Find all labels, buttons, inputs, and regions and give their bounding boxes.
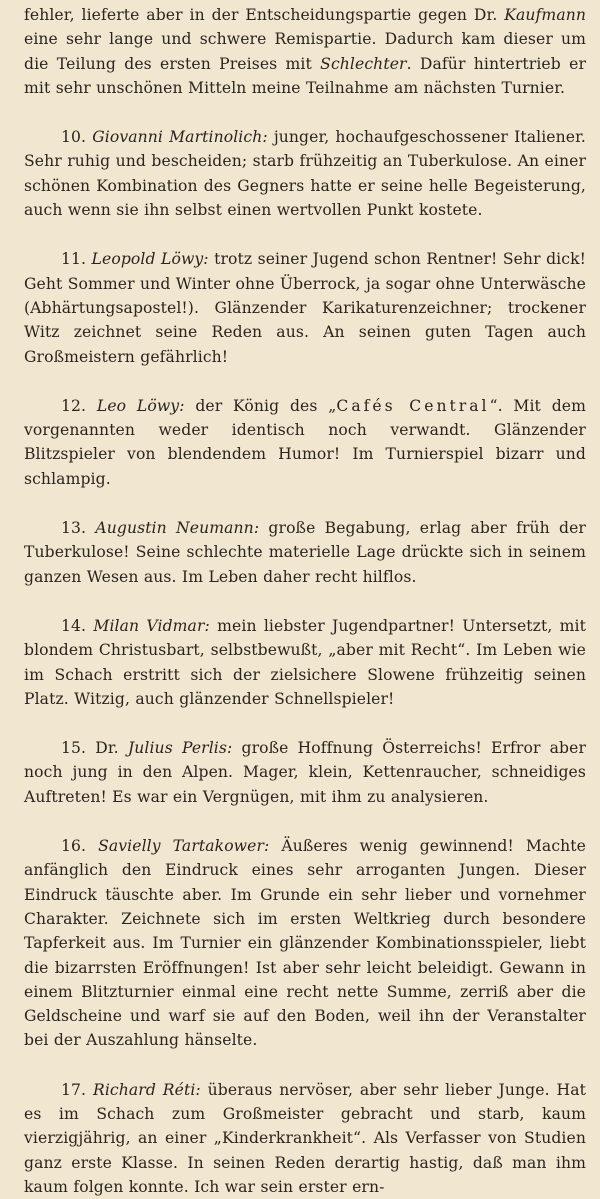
entry-10-martinolich: 10. Giovanni Martinolich: junger, hochaufgeschossener Italiener. Sehr ruhig und bescheiden; starb frühzeitig an Tuberkulose. An einer schönen Kombination des Gegners hatte er seine helle Begeisterung, auch wenn sie ihn selbst einen wertvollen Punkt kostete. xyxy=(24,128,586,220)
entry-16-tartakower: 16. Savielly Tartakower: Äußeres wenig gewinnend! Machte anfänglich den Eindruck eines sehr arroganten Jungen. Dieser Eindruck täuschte aber. Im Grunde ein sehr lieber und vornehmer Charakter. Zeichnete sich im ersten Weltkrieg durch besondere Tapferkeit aus. Im Turnier ein glänzender Kombinationsspieler, liebt die bizarrsten Eröffnungen! Ist aber sehr leicht beleidigt. Gewann in einem Blitzturnier einmal eine recht nette Summe, zerriß aber die Geldscheine und warf sie auf den Boden, weil ihn der Veranstalter bei der Auszahlung hänselte. xyxy=(24,837,586,1050)
cafe-central-spaced: Cafés Central xyxy=(336,396,490,415)
entry-name: Leo Löwy: xyxy=(96,396,185,415)
entry-name: Julius Perlis: xyxy=(127,739,233,758)
name-schlechter: Schlechter xyxy=(320,54,407,73)
entry-name: Giovanni Martinolich: xyxy=(92,128,268,147)
entry-12-leo-loewy: 12. Leo Löwy: der König des „Cafés Central“. Mit dem vorgenannten weder identisch noch verwandt. Glänzender Blitzspieler von blendendem Humor! Im Turnierspiel bizarr und schlampig. xyxy=(24,396,586,488)
entry-name: Savielly Tartakower: xyxy=(98,837,270,856)
entry-14-vidmar: 14. Milan Vidmar: mein liebster Jugendpartner! Untersetzt, mit blondem Christusbart, selbstbewußt, „aber mit Recht“. Im Leben wie im Schach erstritt sich der zielsichere Slowene frühzeitig seinen Platz. Witzig, auch glänzender Schnellspieler! xyxy=(24,616,586,708)
entry-name: Richard Réti: xyxy=(92,1080,201,1099)
entry-name: Augustin Neumann: xyxy=(95,519,260,538)
entry-name: Milan Vidmar: xyxy=(93,616,210,635)
entry-17-reti: 17. Richard Réti: überaus nervöser, aber sehr lieber Junge. Hat es im Schach zum Großmeister gebracht und starb, kaum vierzigjährig, an einer „Kinderkrankheit“. Als Verfasser von Studien ganz erste Klasse. In seinen Reden derartig hastig, daß man ihm kaum folgen konnte. Ich war sein erster ern- xyxy=(24,1080,586,1196)
entry-name: Leopold Löwy: xyxy=(91,250,209,269)
entry-13-neumann: 13. Augustin Neumann: große Begabung, erlag aber früh der Tuberkulose! Seine schlechte materielle Lage drückte sich in seinem ganzen Wesen aus. Im Leben daher recht hilflos. xyxy=(24,519,586,586)
entry-15-perlis: 15. Dr. Julius Perlis: große Hoffnung Österreichs! Erfror aber noch jung in den Alpen. Mager, klein, Kettenraucher, schneidiges Auftreten! Es war ein Vergnügen, mit ihm zu analysieren. xyxy=(24,739,586,806)
paragraph-continuation: fehler, lieferte aber in der Entscheidungspartie gegen Dr. Kaufmann eine sehr lange und schwere Remispartie. Dadurch kam dieser um die Teilung des ersten Preises mit Schlechter. Dafür hintertrieb er mit sehr unschönen Mitteln meine Teilnahme am nächsten Turnier. xyxy=(24,6,586,97)
entry-11-leopold-loewy: 11. Leopold Löwy: trotz seiner Jugend schon Rentner! Sehr dick! Geht Sommer und Winter ohne Überrock, ja sogar ohne Unterwäsche (Abhärtungsapostel!). Glänzender Karikaturenzeichner; trockener Witz zeichnet seine Reden aus. An seinen guten Tagen auch Großmeistern gefährlich! xyxy=(24,250,586,366)
name-kaufmann: Kaufmann xyxy=(504,6,586,24)
